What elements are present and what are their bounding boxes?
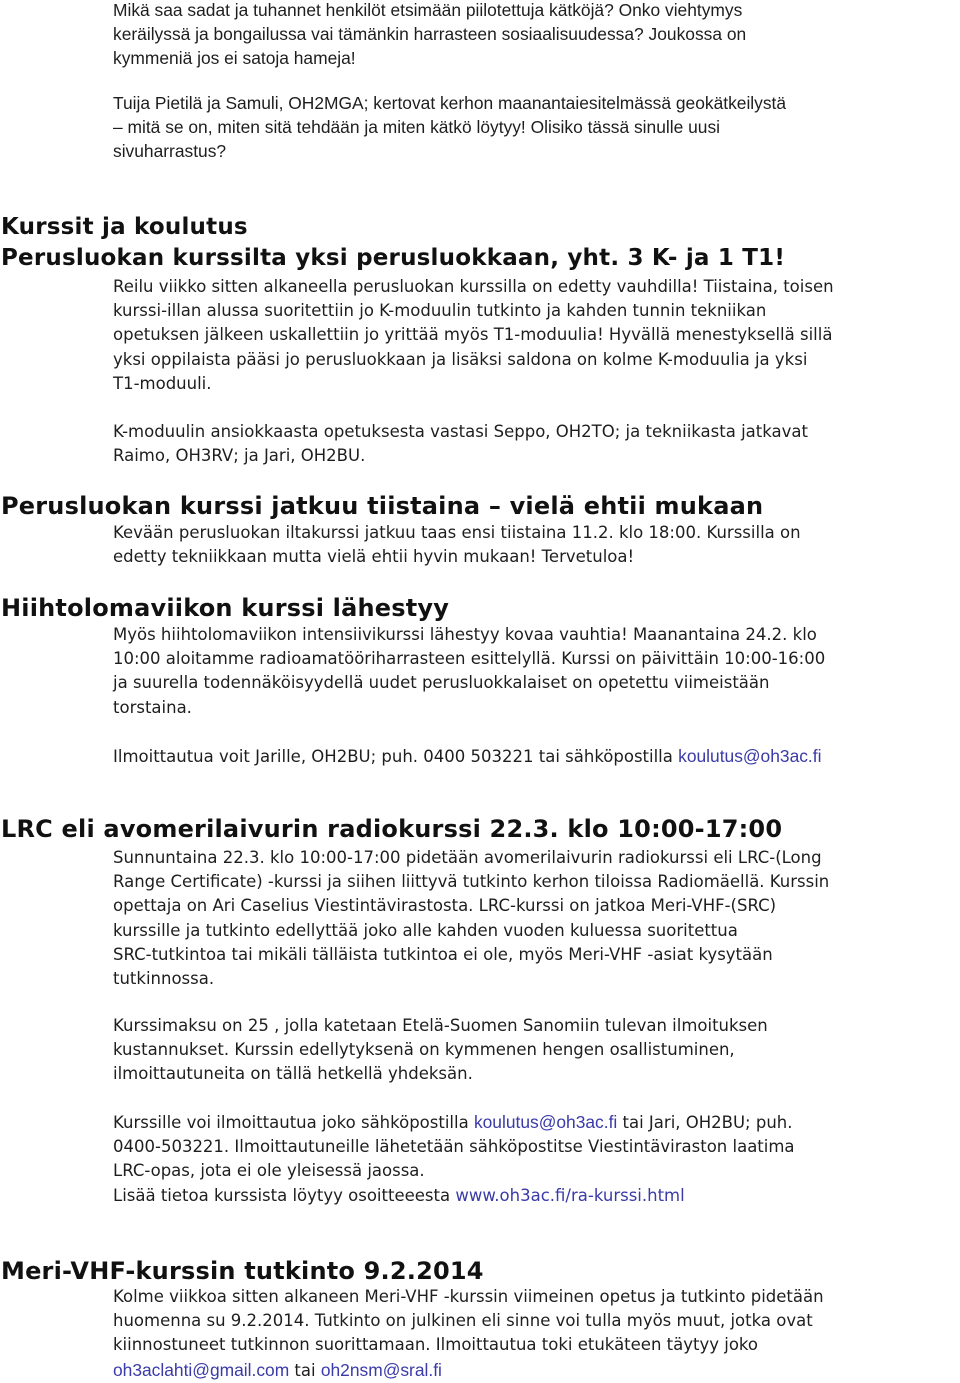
email-link-koulutus-2[interactable]: koulutus@oh3ac.fi	[473, 1112, 618, 1132]
lrc-paragraph-2: Kurssimaksu on 25 , jolla katetaan Etelä-Suomen Sanomiin tulevan ilmoituksen kustannukset. Kurssin edellytyksenä on kymmenen hengen osallistuminen, ilmoittautuneita on tällä hetkellä yhdeksän.	[113, 1016, 768, 1084]
section-heading-lrc: LRC eli avomerilaivurin radiokurssi 22.3. klo 10:00-17:00	[1, 815, 783, 843]
hiihto-contact-text: Ilmoittautua voit Jarille, OH2BU; puh. 0400 503221 tai sähköpostilla	[113, 747, 679, 766]
hiihto-paragraph-1: Myös hiihtolomaviikon intensiivikurssi lähestyy kovaa vauhtia! Maanantaina 24.2. klo 10:00 aloitamme radioamatööriharrasteen esittelyllä. Kurssi on päivittäin 10:00-16:00 ja suurella todennäköisyydellä uudet perusluokkalaiset on opetettu viimeistään torstaina.	[113, 625, 826, 717]
section-heading-perusluokan: Perusluokan kurssilta yksi perusluokkaan, yht. 3 K- ja 1 T1!	[1, 245, 786, 271]
lrc-paragraph-1: Sunnuntaina 22.3. klo 10:00-17:00 pidetään avomerilaivurin radiokurssi eli LRC-(Long Range Certificate) -kurssi ja siihen liittyvä tutkinto kerhon tiloissa Radiomäellä. Kurssin opettaja on Ari Caselius Viestintävirastosta. LRC-kurssi on jatkoa Meri-VHF-(SRC) kurssille ja tutkinto edellyttää joko alle kahden vuoden kuluessa suoritettua SRC-tutkintoa tai mikäli tälläista tutkintoa ei ole, myös Meri-VHF -asiat kysytään tutkinnossa.	[113, 848, 830, 989]
web-link-ra-kurssi[interactable]: www.oh3ac.fi/ra-kurssi.html	[455, 1185, 685, 1205]
kurssit-paragraph-1: Reilu viikko sitten alkaneella perusluokan kurssilla on edetty vauhdilla! Tiistaina, toisen kurssi-illan alussa suoritettiin jo K-moduulin tutkinto ja kahden tunnin tekniikan opetuksen jälkeen uskallettiin jo yrittää myös T1-moduulia! Hyvällä menestyksellä sillä yksi oppilaista pääsi jo perusluokkaan ja lisäksi saldona on kolme K-moduulia ja yksi T1-moduuli.	[113, 277, 834, 393]
lrc-signup-text-2: tai Jari, OH2BU; puh. 0400-503221. Ilmoittautuneille lähetetään sähköpostitse Viestintäviraston laatima LRC-opas, jota ei ole yleisessä jaossa. Lisää tietoa kurssista löytyy osoitteeesta	[113, 1113, 795, 1205]
section-heading-kurssit: Kurssit ja koulutus	[1, 214, 248, 240]
jatkuu-paragraph: Kevään perusluokan iltakurssi jatkuu taas ensi tiistaina 11.2. klo 18:00. Kurssilla on edetty tekniikkaan mutta vielä ehtii hyvin mukaan! Tervetuloa!	[113, 523, 801, 567]
hiihto-paragraph-2	[113, 744, 948, 769]
intro-paragraph-1: Mikä saa sadat ja tuhannet henkilöt etsimään piilotettuja kätköjä? Onko viehtymys keräilyssä ja bongailussa vai tämänkin harrasteen sosiaalisuudessa? Joukossa on kymmeniä jos ei satoja hameja!	[113, 0, 747, 69]
email-link-koulutus[interactable]: koulutus@oh3ac.fi	[678, 746, 822, 766]
lrc-paragraph-3	[113, 1110, 948, 1208]
section-heading-jatkuu: Perusluokan kurssi jatkuu tiistaina – vielä ehtii mukaan	[1, 492, 764, 520]
intro-paragraph-2: Tuija Pietilä ja Samuli, OH2MGA; kertovat kerhon maanantaiesitelmässä geokätkeilystä – mitä se on, miten sitä tehdään ja miten kätkö löytyy! Olisiko tässä sinulle uusi sivuharrastus?	[113, 93, 787, 162]
section-heading-hiihto: Hiihtolomaviikon kurssi lähestyy	[1, 594, 450, 622]
lrc-signup-text: Kurssille voi ilmoittautua joko sähköpostilla	[113, 1113, 474, 1132]
email-link-oh3aclahti[interactable]: oh3aclahti@gmail.com	[113, 1359, 290, 1380]
section-heading-merivhf: Meri-VHF-kurssin tutkinto 9.2.2014	[1, 1257, 484, 1285]
email-link-oh2nsm[interactable]: oh2nsm@sral.fi	[320, 1359, 442, 1380]
merivhf-paragraph	[113, 1285, 948, 1383]
kurssit-paragraph-2: K-moduulin ansiokkaasta opetuksesta vastasi Seppo, OH2TO; ja tekniikasta jatkavat Raimo, OH3RV; ja Jari, OH2BU.	[113, 422, 808, 466]
merivhf-text: Kolme viikkoa sitten alkaneen Meri-VHF -kurssin viimeinen opetus ja tutkinto pidetään huomenna su 9.2.2014. Tutkinto on julkinen eli sinne voi tulla myös muut, jotka ovat kiinnostuneet tutkinnon suorittamaan. Ilmoittautua toki etukäteen täytyy joko	[113, 1287, 824, 1355]
merivhf-text-or: tai	[289, 1360, 321, 1380]
